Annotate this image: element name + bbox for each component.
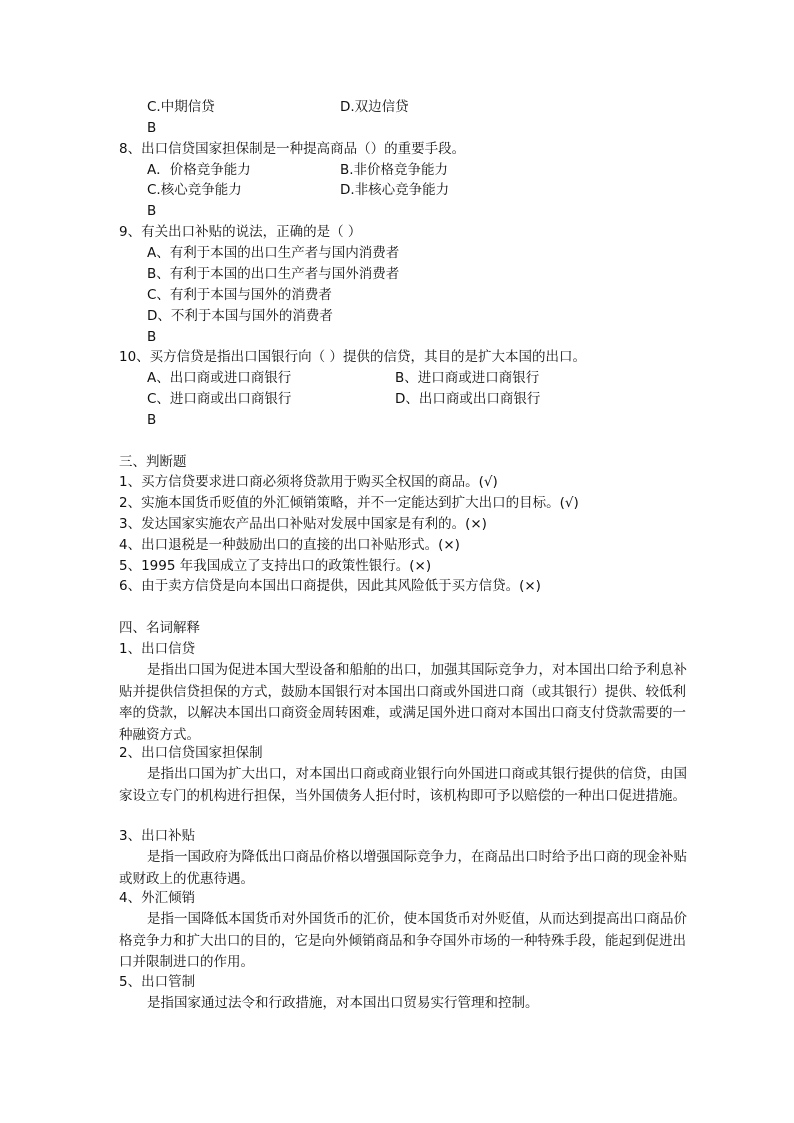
judge-item-4: 4、出口退税是一种鼓励出口的直接的出口补贴形式。(×) [119, 537, 460, 553]
q8-option-c: C.核心竞争能力 [147, 182, 242, 198]
term-5-body: 是指国家通过法令和行政措施，对本国出口贸易实行管理和控制。 [147, 995, 539, 1011]
term-2-body: 是指出口国为扩大出口，对本国出口商或商业银行向外国进口商或其银行提供的信贷，由国家设立专门的机构进行担保，当外国债务人拒付时，该机构即可予以赔偿的一种出口促进措施。 [119, 766, 687, 804]
judge-item-6: 6、由于卖方信贷是向本国出口商提供，因此其风险低于买方信贷。(×) [119, 578, 541, 594]
q9-option-d: D、不利于本国与国外的消费者 [147, 308, 333, 324]
q9-option-b: B、有利于本国的出口生产者与国外消费者 [147, 266, 400, 282]
q9-stem: 9、有关出口补贴的说法，正确的是（ ） [119, 224, 362, 240]
q10-option-b: B、进口商或进口商银行 [395, 370, 540, 386]
judge-item-3: 3、发达国家实施农产品出口补贴对发展中国家是有利的。(×) [119, 516, 487, 532]
q10-answer: B [147, 412, 157, 428]
q10-stem: 10、买方信贷是指出口国银行向（ ）提供的信贷，其目的是扩大本国的出口。 [119, 349, 586, 365]
judge-item-5: 5、1995 年我国成立了支持出口的政策性银行。(×) [119, 558, 432, 574]
term-5-title: 5、出口管制 [119, 974, 196, 990]
q8-option-b: B.非价格竞争能力 [340, 162, 449, 178]
q7-option-c: C.中期信贷 [147, 99, 215, 115]
q9-answer: B [147, 329, 157, 345]
judge-item-1: 1、买方信贷要求进口商必须将贷款用于购买全权国的商品。(√) [119, 474, 498, 490]
q10-option-a: A、出口商或进口商银行 [147, 370, 292, 386]
q8-option-d: D.非核心竞争能力 [340, 182, 450, 198]
q9-option-a: A、有利于本国的出口生产者与国内消费者 [147, 245, 400, 261]
judge-item-2: 2、实施本国货币贬值的外汇倾销策略，并不一定能达到扩大出口的目标。(√) [119, 495, 579, 511]
term-1-title: 1、出口信贷 [119, 641, 196, 657]
terms-heading: 四、名词解释 [119, 620, 200, 636]
q8-stem: 8、出口信贷国家担保制是一种提高商品（）的重要手段。 [119, 141, 466, 157]
q7-option-d: D.双边信贷 [340, 99, 409, 115]
q7-answer: B [147, 120, 157, 136]
q8-option-a: A．价格竞争能力 [147, 162, 251, 178]
term-4-body: 是指一国降低本国货币对外国货币的汇价，使本国货币对外贬值，从而达到提高出口商品价格竞争力和扩大出口的目的，它是向外倾销商品和争夺国外市场的一种特殊手段，能起到促进出口并限制进口的作用。 [119, 911, 687, 970]
q9-option-c: C、有利于本国与国外的消费者 [147, 287, 332, 303]
judge-heading: 三、判断题 [119, 454, 187, 470]
term-4-title: 4、外汇倾销 [119, 890, 196, 906]
term-2-title: 2、出口信贷国家担保制 [119, 745, 263, 761]
q10-option-c: C、进口商或出口商银行 [147, 391, 292, 407]
q8-answer: B [147, 203, 157, 219]
term-3-title: 3、出口补贴 [119, 828, 196, 844]
term-1-body: 是指出口国为促进本国大型设备和船舶的出口，加强其国际竞争力，对本国出口给予利息补贴并提供信贷担保的方式，鼓励本国银行对本国出口商或外国进口商（或其银行）提供、较低利率的贷款，以解决本国出口商资金周转困难，或满足国外进口商对本国出口商支付贷款需要的一种融资方式。 [119, 662, 687, 743]
q10-option-d: D、出口商或出口商银行 [395, 391, 541, 407]
term-3-body: 是指一国政府为降低出口商品价格以增强国际竞争力，在商品出口时给予出口商的现金补贴或财政上的优惠待遇。 [119, 849, 687, 887]
